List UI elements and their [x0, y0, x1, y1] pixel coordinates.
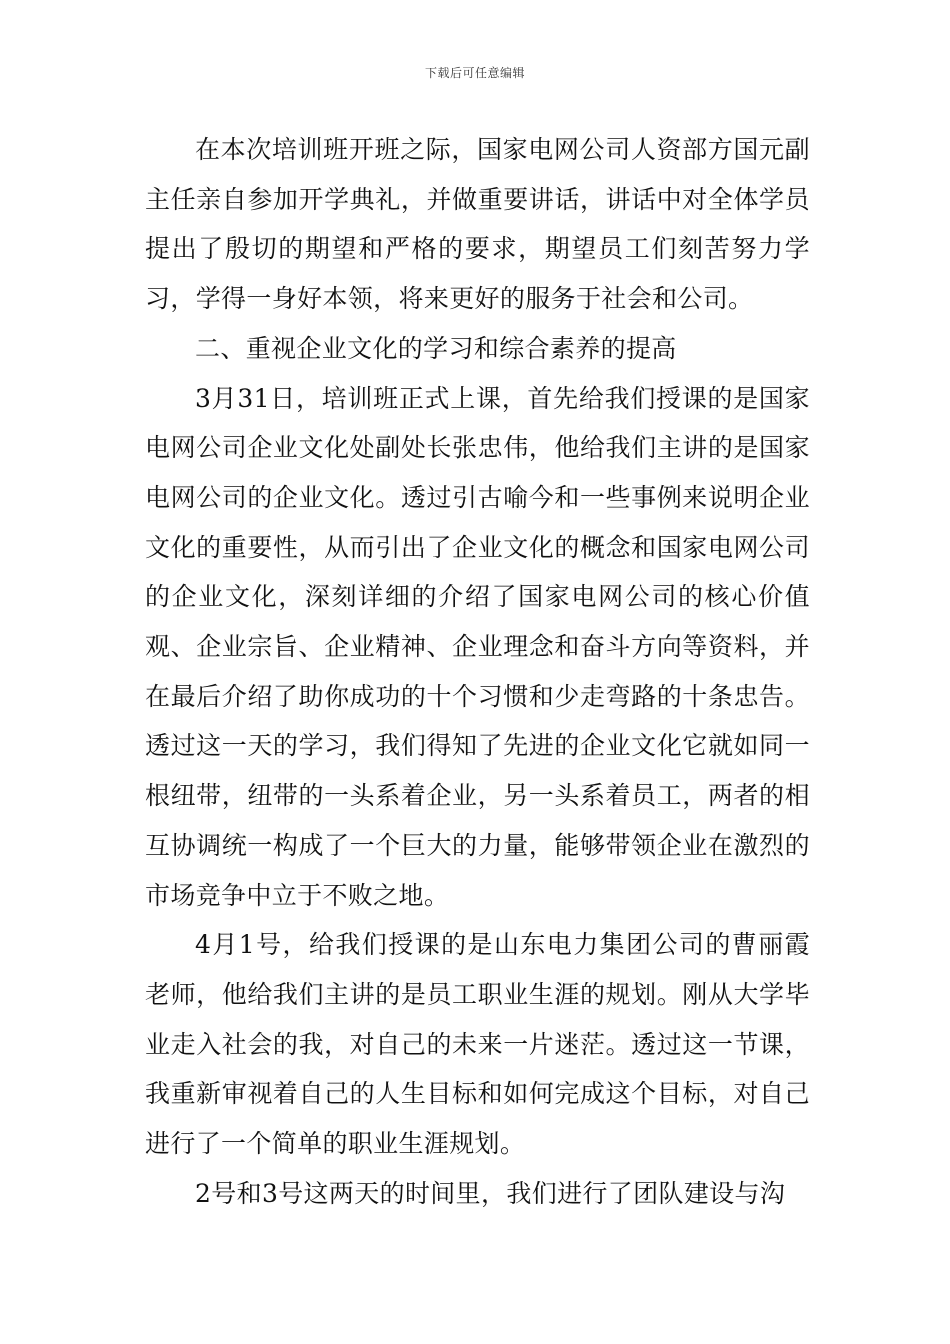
paragraph-march-31: 3月31日，培训班正式上课，首先给我们授课的是国家电网公司企业文化处副处长张忠伟，他给我们主讲的是国家电网公司的企业文化。透过引古喻今和一些事例来说明企业文化的重要性，从而引出了企业文化的概念和国家电网公司的企业文化，深刻详细的介绍了国家电网公司的核心价值观、企业宗旨、企业精神、企业理念和奋斗方向等资料，并在最后介绍了助你成功的十个习惯和少走弯路的十条忠告。透过这一天的学习，我们得知了先进的企业文化它就如同一根纽带，纽带的一头系着企业，另一头系着员工，两者的相互协调统一构成了一个巨大的力量，能够带领企业在激烈的市场竞争中立于不败之地。	[145, 383, 810, 910]
header-note: 下载后可任意编辑	[424, 66, 525, 80]
document-body	[145, 125, 810, 1218]
paragraph-opening-ceremony: 在本次培训班开班之际，国家电网公司人资部方国元副主任亲自参加开学典礼，并做重要讲话，讲话中对全体学员提出了殷切的期望和严格的要求，期望员工们刻苦努力学习，学得一身好本领，将来更好的服务于社会和公司。	[145, 135, 810, 314]
section-heading-corporate-culture: 二、重视企业文化的学习和综合素养的提高	[195, 333, 677, 363]
paragraph-april-1: 4月1号，给我们授课的是山东电力集团公司的曹丽霞老师，他给我们主讲的是员工职业生涯的规划。刚从大学毕业走入社会的我，对自己的未来一片迷茫。透过这一节课，我重新审视着自己的人生目标和如何完成这个目标，对自己进行了一个简单的职业生涯规划。	[145, 930, 810, 1159]
paragraph-april-2-3: 2号和3号这两天的时间里，我们进行了团队建设与沟	[195, 1178, 786, 1208]
